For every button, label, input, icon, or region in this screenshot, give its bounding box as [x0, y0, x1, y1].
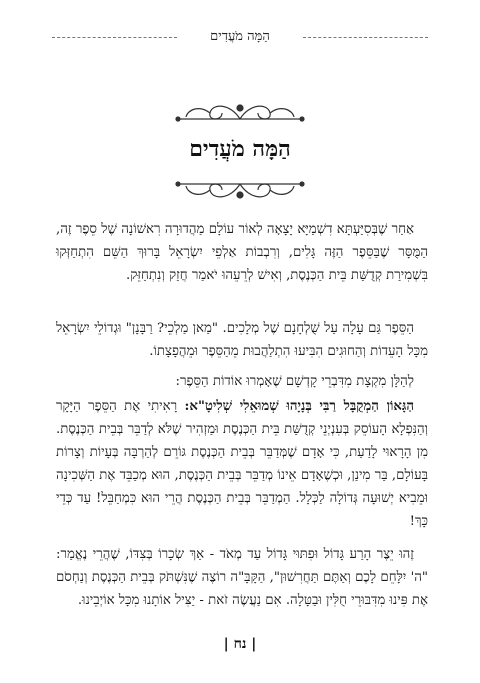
paragraph-text: זֶהוּ יֵצֶר הָרַע גָּדוֹל וּפִתּוּי גָּדוֹל עַד מְאֹד - אַךְ שְׂכָרוֹ בְּצִדּוֹ, שֶׁהֲרֵי נֶאֱמַר: "ה' יִלָּחֵם לָכֶם וְאַתֶּם תַּחֲרִשׁוּן", הַקָּבָּ"ה רוֹצֶה שֶׁנִּשְׁתֹּק בְּבֵית הַכְּנֶסֶת וְנַחְסֹם אֶת פִּינוּ מִדִּבּוּרֵי חֻלִּין וּבַטָּלָה. אִם נַעֲשֶׂה זֹאת - יַצִּיל אוֹתָנוּ מִכָּל אוֹיְבֵינוּ. — [56, 547, 428, 608]
header-rule-right — [303, 37, 428, 38]
paragraph-kings — [56, 317, 428, 363]
paragraph-text: הַסֵּפֶר גַּם עָלָה עַל שֻׁלְחָנָם שֶׁל מְלָכִים. "מַאן מַלְכֵי? רַבָּנָן" וּגְדוֹלֵי יִשְׂרָאֵל מִכָּל הָעֵדוֹת וְהַחוּגִים הִבִּיעוּ הִתְלַהֲבוּת מֵהַסֵּפֶר וּמֵהֲפָצָתוֹ. — [56, 321, 428, 359]
paragraph-closing — [56, 543, 428, 612]
running-header-title: הַמָּה מֹעֲדִים — [210, 29, 270, 44]
page-number: | נח | — [223, 636, 257, 652]
flourish-ornament-icon — [170, 176, 310, 204]
flourish-ornament-icon — [170, 99, 310, 127]
rabbi-name: הַגָּאוֹן הַמְקֻבָּל רַבִּי בְּנָיָהוּ שְׁמוּאֵלִי שְׁלִיטָ"א: — [184, 399, 414, 414]
quote-paragraph — [56, 395, 428, 533]
quote-text: רָאִיתִי אֶת הַסֵּפֶר הַיָּקָר וְהַנִּפְלָא הָעוֹסֵק בְּעִנְיְנֵי קְדֻשַּׁת בֵּית הַכְּנֶסֶת וּמַזְהִיר שֶׁלֹּא לְדַבֵּר בְּבֵית הַכְּנֶסֶת. מִן הָרָאוּי לָדַעַת, כִּי אָדָם שֶׁמְּדַבֵּר בְּבֵית הַכְּנֶסֶת גּוֹרֵם לְהַרְבָּה בְּעָיוֹת וְצָרוֹת בָּעוֹלָם, בַּר מִינַן, וּכְשֶׁאָדָם אֵינוֹ מְדַבֵּר בְּבֵית הַכְּנֶסֶת, הוּא מְכַבֵּד אֶת הַשְּׁכִינָה וּמֵבִיא יְשׁוּעָה גְּדוֹלָה לַכְּלָל. הַמְדַבֵּר בְּבֵית הַכְּנֶסֶת הֲרֵי הוּא כִּמְחַבֵּל! עַד כְּדֵי כָּךְ! — [56, 399, 428, 529]
paragraph-lead-in — [56, 370, 428, 393]
paragraph-quote — [56, 395, 428, 533]
running-header — [52, 27, 428, 47]
chapter-title: הַמָּה מֹעֲדִים — [189, 136, 291, 162]
paragraph-text: לְהַלָּן מִקְצָת מִדִּבְרֵי קָדְשָׁם שֶׁאָמְרוּ אוֹדוֹת הַסֵּפֶר: — [175, 374, 414, 389]
paragraph-text: אַחַר שֶׁבְּסִיַּעְתָּא דִשְׁמַיָּא יָצָאָה לְאוֹר עוֹלָם מַהֲדוּרָה רִאשׁוֹנָה שֶׁל סֵפֶר זֶה, הַמֻּסָּר שֶׁבַּסֵּפֶר הַזֶּה גָּלִים, וְרִבְבוֹת אַלְפֵי יִשְׂרָאֵל בָּרוּךְ הַשֵּׁם הִתְחַזְּקוּ בִּשְׁמִירַת קְדֻשַּׁת בֵּית הַכְּנֶסֶת, וְאִישׁ לְרֵעֵהוּ יֹאמַר חֲזַק וְנִתְחַזֵּק. — [56, 222, 428, 283]
paragraph-intro — [56, 218, 428, 287]
